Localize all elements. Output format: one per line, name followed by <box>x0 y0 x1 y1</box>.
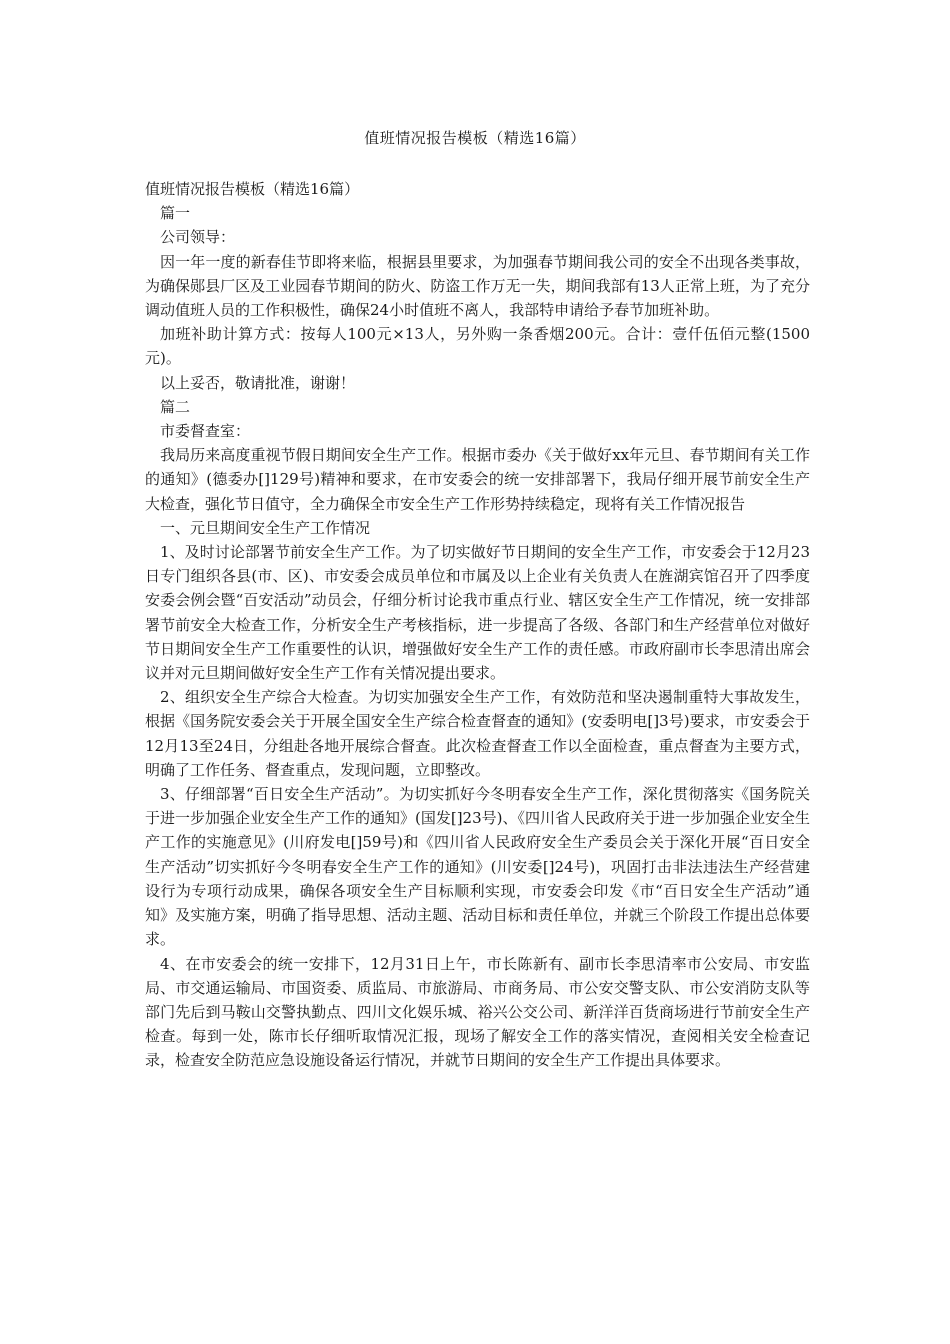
paragraph: 1、及时讨论部署节前安全生产工作。为了切实做好节日期间的安全生产工作，市安委会于12月23日专门组织各县(市、区)、市安委会成员单位和市属及以上企业有关负责人在旌湖宾馆召开了四季度安委会例会暨“百安活动”动员会，仔细分析讨论我市重点行业、辖区安全生产工作情况，统一安排部署节前安全大检查工作，分析安全生产考核指标，进一步提高了各级、各部门和生产经营单位对做好节日期间安全生产工作重要性的认识，增强做好安全生产工作的责任感。市政府副市长李思清出席会议并对元旦期间做好安全生产工作有关情况提出要求。 <box>145 543 810 683</box>
paragraph: 2、组织安全生产综合大检查。为切实加强安全生产工作，有效防范和坚决遏制重特大事故发生，根据《国务院安委会关于开展全国安全生产综合检查督查的通知》(安委明电[]3号)要求，市安委会于12月13至24日，分组赴各地开展综合督查。此次检查督查工作以全面检查，重点督查为主要方式，明确了工作任务、督查重点，发现问题，立即整改。 <box>145 688 810 779</box>
salutation-2: 市委督查室： <box>160 422 251 441</box>
paragraph: 我局历来高度重视节假日期间安全生产工作。根据市委办《关于做好xx年元旦、春节期间有关工作的通知》(德委办[]129号)精神和要求，在市安委会的统一安排部署下，我局仔细开展节前安全生产大检查，强化节日值守，全力确保全市安全生产工作形势持续稳定，现将有关工作情况报告 <box>145 446 810 513</box>
paragraph: 加班补助计算方式：按每人100元×13人，另外购一条香烟200元。合计：壹仟伍佰元整(1500元)。 <box>145 325 810 368</box>
paragraph: 3、仔细部署“百日安全生产活动”。为切实抓好今冬明春安全生产工作，深化贯彻落实《国务院关于进一步加强企业安全生产工作的通知》(国发[]23号)、《四川省人民政府关于进一步加强企业安全生产工作的实施意见》(川府发电[]59号)和《四川省人民政府安全生产委员会关于深化开展“百日安全生产活动”切实抓好今冬明春安全生产工作的通知》(川安委[]24号)，巩固打击非法违法生产经营建设行为专项行动成果，确保各项安全生产目标顺利实现，市安委会印发《市“百日安全生产活动”通知》及实施方案，明确了指导思想、活动主题、活动目标和责任单位，并就三个阶段工作提出总体要求。 <box>145 785 810 949</box>
paragraph: 以上妥否，敬请批准，谢谢！ <box>160 373 356 392</box>
paragraph: 因一年一度的新春佳节即将来临，根据县里要求，为加强春节期间我公司的安全不出现各类事故，为确保郧县厂区及工业园春节期间的防火、防盗工作万无一失，期间我部有13人正常上班，为了充分调动值班人员的工作积极性，确保24小时值班不离人，我部特申请给予春节加班补助。 <box>145 252 810 320</box>
document-title: 值班情况报告模板（精选16篇） <box>364 129 586 147</box>
body-heading: 值班情况报告模板（精选16篇） <box>145 180 360 198</box>
section-label-2: 篇二 <box>160 397 191 416</box>
section-label-1: 篇一 <box>160 204 191 223</box>
paragraph: 4、在市安委会的统一安排下，12月31日上午，市长陈新有、副市长李思清率市公安局、市安监局、市交通运输局、市国资委、质监局、市旅游局、市商务局、市公安交警支队、市公安消防支队等部门先后到马鞍山交警执勤点、四川文化娱乐城、裕兴公交公司、新洋洋百货商场进行节前安全生产检查。每到一处，陈市长仔细听取情况汇报，现场了解安全工作的落实情况，查阅相关安全检查记录，检查安全防范应急设施设备运行情况，并就节日期间的安全生产工作提出具体要求。 <box>145 954 810 1070</box>
document-body <box>145 177 810 1073</box>
salutation-1: 公司领导： <box>160 228 236 247</box>
subheading: 一、元旦期间安全生产工作情况 <box>160 518 371 537</box>
